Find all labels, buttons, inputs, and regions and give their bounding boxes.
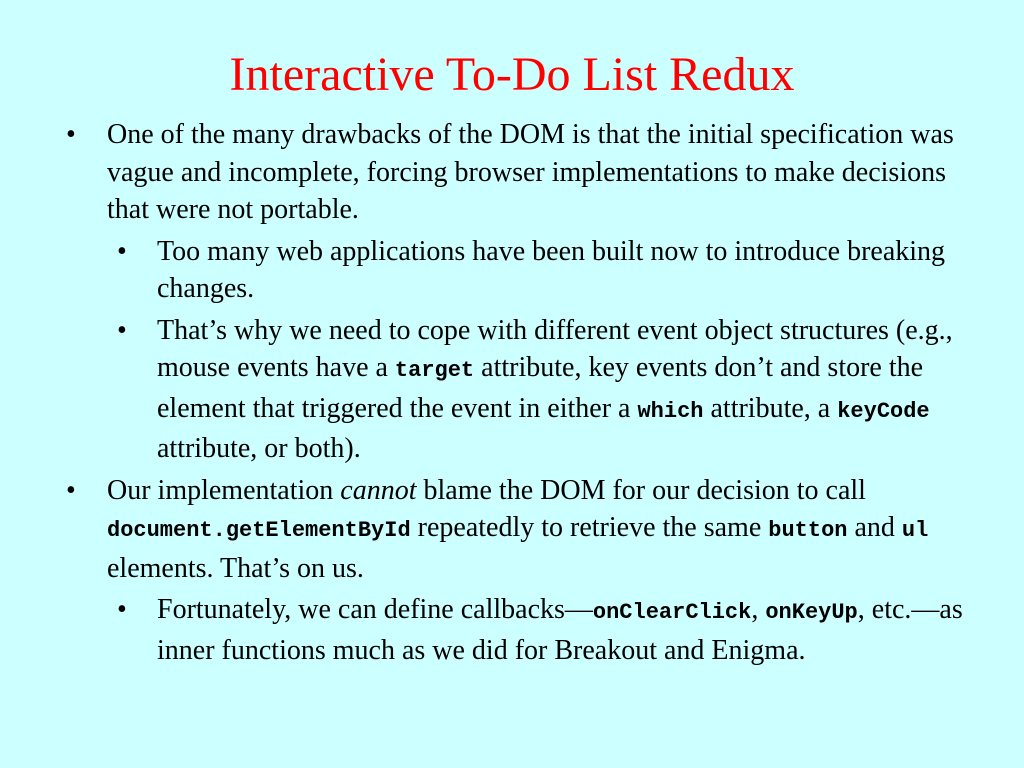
code-keycode: keyCode [837,398,930,424]
bullet-text: attribute, or both). [157,433,361,464]
sub-bullet-item [0,233,967,308]
bullet-text: elements. That’s on us. [107,552,364,584]
bullet-icon: • [117,594,127,625]
bullet-text: blame the DOM for our decision to call [416,474,866,506]
bullet-text: attribute, a [703,392,838,424]
bullet-icon: • [66,119,76,150]
bullet-text: repeatedly to retrieve the same [410,512,769,543]
emphasis-cannot: cannot [340,474,417,506]
bullet-icon: • [117,314,127,346]
bullet-text: One of the many drawbacks of the DOM is that the initial specification was vague and incomplete, forcing browser implementations to make decisions that were not portable. [107,119,954,225]
code-ul: ul [901,518,929,543]
code-getelementbyid: document.getElementById [107,518,411,543]
bullet-text: and [847,512,902,543]
bullet-list [0,116,1000,669]
bullet-text: Too many web applications have been built now to introduce breaking changes. [157,235,946,304]
code-onclearclick: onClearClick [592,600,752,625]
sub-bullet-item [0,591,967,669]
slide-title: Interactive To-Do List Redux [229,48,795,101]
code-onkeyup: onKeyUp [765,600,858,625]
code-target: target [394,358,475,383]
bullet-text: Fortunately, we can define callbacks— [157,594,593,625]
bullet-text: Our implementation [107,474,341,506]
bullet-icon: • [117,235,127,267]
bullet-text: attribute, key events don’t and store the element that triggered the event in either a [157,352,924,424]
bullet-item [0,116,967,229]
bullet-icon: • [66,474,76,506]
bullet-text: , etc.—as inner functions much as we did for Breakout and Enigma. [157,594,963,666]
bullet-text: , [751,594,766,625]
bullet-item [0,472,967,588]
code-button: button [768,518,848,543]
sub-bullet-item [0,312,967,468]
bullet-text: That’s why we need to cope with different event object structures (e.g., mouse events have a [157,314,953,383]
code-which: which [637,398,704,424]
